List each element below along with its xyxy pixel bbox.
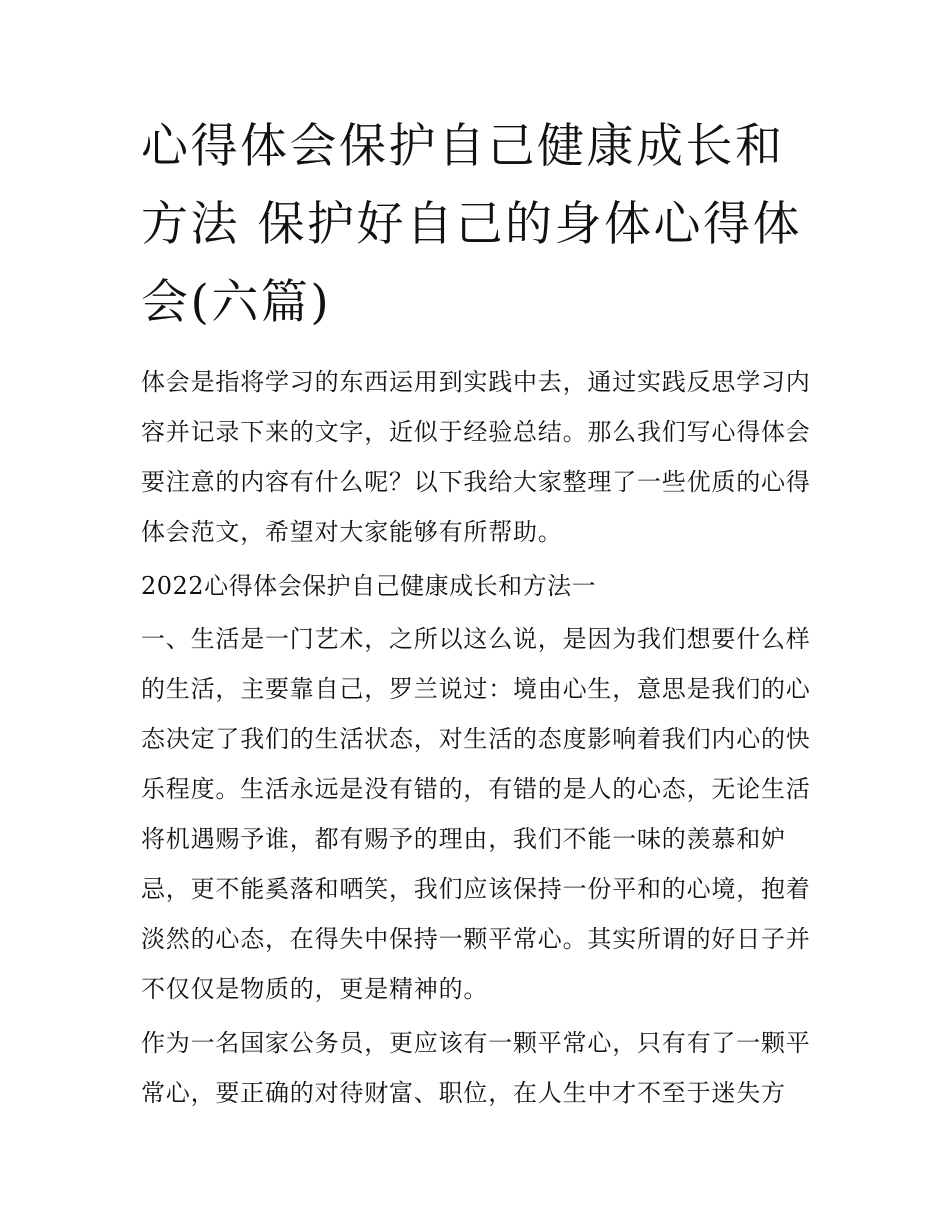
text-line: 一、生活是一门艺术，之所以这么说，是因为我们想要什么样: [141, 625, 811, 653]
text-line: 容并记录下来的文字，近似于经验总结。那么我们写心得体会: [141, 418, 811, 446]
text-line: 忌，更不能奚落和哂笑，我们应该保持一份平和的心境，抱着: [141, 875, 811, 903]
text-line: 要注意的内容有什么呢？以下我给大家整理了一些优质的心得: [141, 468, 811, 496]
paragraph-2: [141, 1021, 841, 1121]
paragraph-1: [141, 617, 841, 1017]
text-line: 常心，要正确的对待财富、职位，在人生中才不至于迷失方: [141, 1079, 786, 1107]
text-line: 态决定了我们的生活状态，对生活的态度影响着我们内心的快: [141, 725, 811, 753]
text-line: 淡然的心态，在得失中保持一颗平常心。其实所谓的好日子并: [141, 925, 811, 953]
title-line: 方法 保护好自己的身体心得体: [141, 197, 802, 252]
text-line: 的生活，主要靠自己，罗兰说过：境由心生，意思是我们的心: [141, 675, 811, 703]
intro-paragraph: [141, 360, 841, 560]
title-line: 心得体会保护自己健康成长和: [141, 119, 785, 174]
text-line: 将机遇赐予谁，都有赐予的理由，我们不能一味的羡慕和妒: [141, 825, 786, 853]
title-line: 会(六篇): [141, 275, 332, 330]
text-line: 乐程度。生活永远是没有错的，有错的是人的心态，无论生活: [141, 775, 811, 803]
section-heading: 2022心得体会保护自己健康成长和方法一: [141, 572, 597, 600]
text-line: 作为一名国家公务员，更应该有一颗平常心，只有有了一颗平: [141, 1029, 811, 1057]
text-line: 不仅仅是物质的，更是精神的。: [141, 975, 489, 1003]
text-line: 体会是指将学习的东西运用到实践中去，通过实践反思学习内: [141, 368, 811, 396]
text-line: 体会范文，希望对大家能够有所帮助。: [141, 518, 563, 546]
document-body: [141, 360, 841, 1121]
document-title: [141, 112, 841, 346]
